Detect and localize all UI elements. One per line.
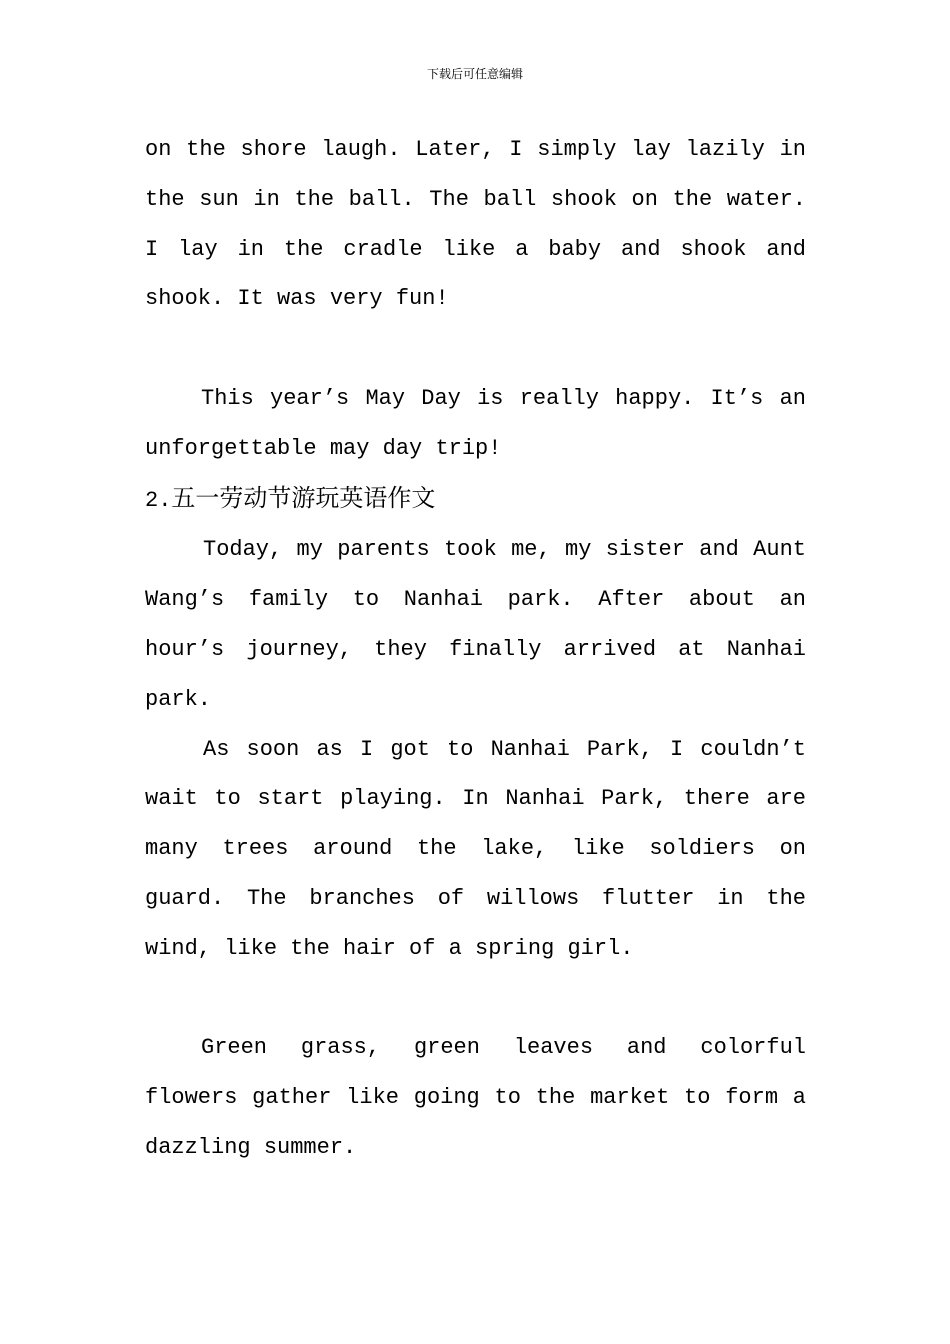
section-number: 2. — [145, 487, 172, 513]
paragraph-mayday: This year’s May Day is really happy. It’s an unforgettable may day trip! — [145, 385, 806, 461]
paragraph-shore: on the shore laugh. Later, I simply lay lazily in the sun in the ball. The ball shook on the water. I lay in the cradle like a baby and shook and shook. It was very fun! — [145, 137, 806, 312]
section-heading — [145, 474, 806, 526]
paragraph-green-grass: Green grass, green leaves and colorful flowers gather like going to the market to form a dazzling summer. — [145, 1035, 806, 1160]
section-title: 五一劳动节游玩英语作文 — [171, 483, 436, 512]
blank-line — [145, 974, 806, 1024]
paragraph-as-soon: As soon as I got to Nanhai Park, I couldn’t wait to start playing. In Nanhai Park, there are many trees around the lake, like soldiers on guard. The branches of willows flutter in the wind, like the hair of a spring girl. — [145, 736, 806, 961]
blank-line — [145, 324, 806, 374]
document-body — [145, 125, 806, 1173]
page-header-note: 下载后可任意编辑 — [426, 67, 523, 81]
paragraph-today: Today, my parents took me, my sister and Aunt Wang’s family to Nanhai park. After about an hour’s journey, they finally arrived at Nanhai park. — [145, 537, 806, 712]
